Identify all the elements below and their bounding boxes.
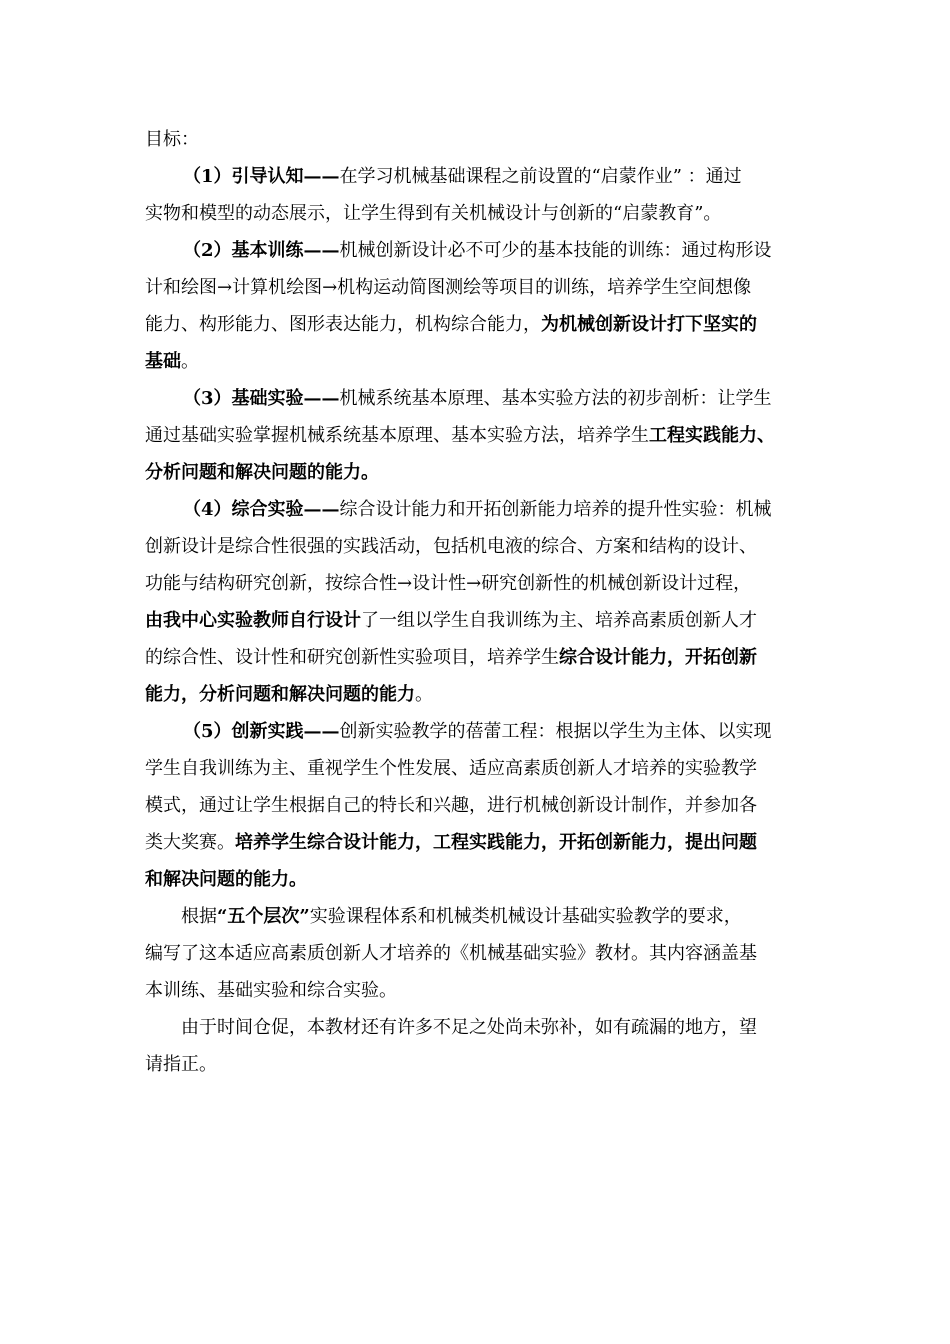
text-line [145,935,815,972]
text-run: 通过基础实验掌握机械系统基本原理、基本实验方法，培养学生 [145,425,649,446]
text-run: 实验课程体系和机械类机械设计基础实验教学的要求， [309,906,742,927]
text-line [145,972,815,1009]
text-line [145,380,815,417]
text-run: 的综合性、设计性和研究创新性实验项目，培养学生 [145,647,559,668]
text-run: 创新实验教学的蓓蕾工程：根据以学生为主体、以实现 [339,721,772,742]
text-run: 了一组以学生自我训练为主、培养高素质创新人才 [361,610,757,631]
text-line [145,676,815,713]
text-line [145,1046,815,1083]
bold-text: 由我中心实验教师自行设计 [145,610,361,631]
text-run: 目标： [145,129,199,150]
bold-text: （2）基本训练—— [183,240,340,261]
text-line [145,713,815,750]
text-line [145,343,815,380]
bold-text: （5）创新实践—— [183,721,340,742]
bold-text: 和解决问题的能力。 [145,869,307,890]
bold-text: 为机械创新设计打下坚实的 [541,314,757,335]
text-line [145,824,815,861]
text-run: 类大奖赛。 [145,832,235,853]
text-line [145,232,815,269]
text-run: 机械系统基本原理、基本实验方法的初步剖析：让学生 [339,388,772,409]
bold-text: 能力，分析问题和解决问题的能力 [145,684,415,705]
text-line [145,306,815,343]
text-line [145,602,815,639]
bold-text: （1）引导认知—— [183,166,340,187]
text-run: 本训练、基础实验和综合实验。 [145,980,397,1001]
text-run: 根据 [181,906,217,927]
text-run: 学生自我训练为主、重视学生个性发展、适应高素质创新人才培养的实验教学 [145,758,757,779]
bold-text: 基础 [145,351,181,372]
text-run: 功能与结构研究创新，按综合性→设计性→研究创新性的机械创新设计过程， [145,573,752,594]
text-line [145,121,815,158]
text-run: 实物和模型的动态展示，让学生得到有关机械设计与创新的“启蒙教育”。 [145,203,722,224]
text-line [145,417,815,454]
bold-text: “五个层次” [217,906,310,927]
text-run: 请指正。 [145,1054,217,1075]
bold-text: 分析问题和解决问题的能力。 [145,462,379,483]
text-run: 能力、构形能力、图形表达能力，机构综合能力， [145,314,541,335]
document-body [145,121,815,1083]
text-run: 机械创新设计必不可少的基本技能的训练：通过构形设 [339,240,772,261]
text-line [145,750,815,787]
text-line [145,1009,815,1046]
bold-text: （3）基础实验—— [183,388,340,409]
text-line [145,491,815,528]
text-run: 在学习机械基础课程之前设置的“启蒙作业” ：通过 [339,166,742,187]
text-line [145,898,815,935]
text-line [145,639,815,676]
bold-text: 培养学生综合设计能力，工程实践能力，开拓创新能力，提出问题 [235,832,757,853]
text-line [145,787,815,824]
text-run: 。 [415,684,433,705]
text-run: 由于时间仓促，本教材还有许多不足之处尚未弥补，如有疏漏的地方，望 [181,1017,757,1038]
text-run: 创新设计是综合性很强的实践活动，包括机电液的综合、方案和结构的设计、 [145,536,757,557]
text-line [145,195,815,232]
text-line [145,565,815,602]
text-line [145,269,815,306]
text-line [145,158,815,195]
text-run: 。 [181,351,199,372]
text-line [145,454,815,491]
text-run: 综合设计能力和开拓创新能力培养的提升性实验：机械 [339,499,772,520]
bold-text: 工程实践能力、 [649,425,775,446]
text-line [145,861,815,898]
text-run: 模式，通过让学生根据自己的特长和兴趣，进行机械创新设计制作，并参加各 [145,795,757,816]
bold-text: （4）综合实验—— [183,499,340,520]
text-run: 计和绘图→计算机绘图→机构运动简图测绘等项目的训练，培养学生空间想像 [145,277,752,298]
text-run: 编写了这本适应高素质创新人才培养的《机械基础实验》教材。其内容涵盖基 [145,943,757,964]
text-line [145,528,815,565]
bold-text: 综合设计能力，开拓创新 [559,647,757,668]
